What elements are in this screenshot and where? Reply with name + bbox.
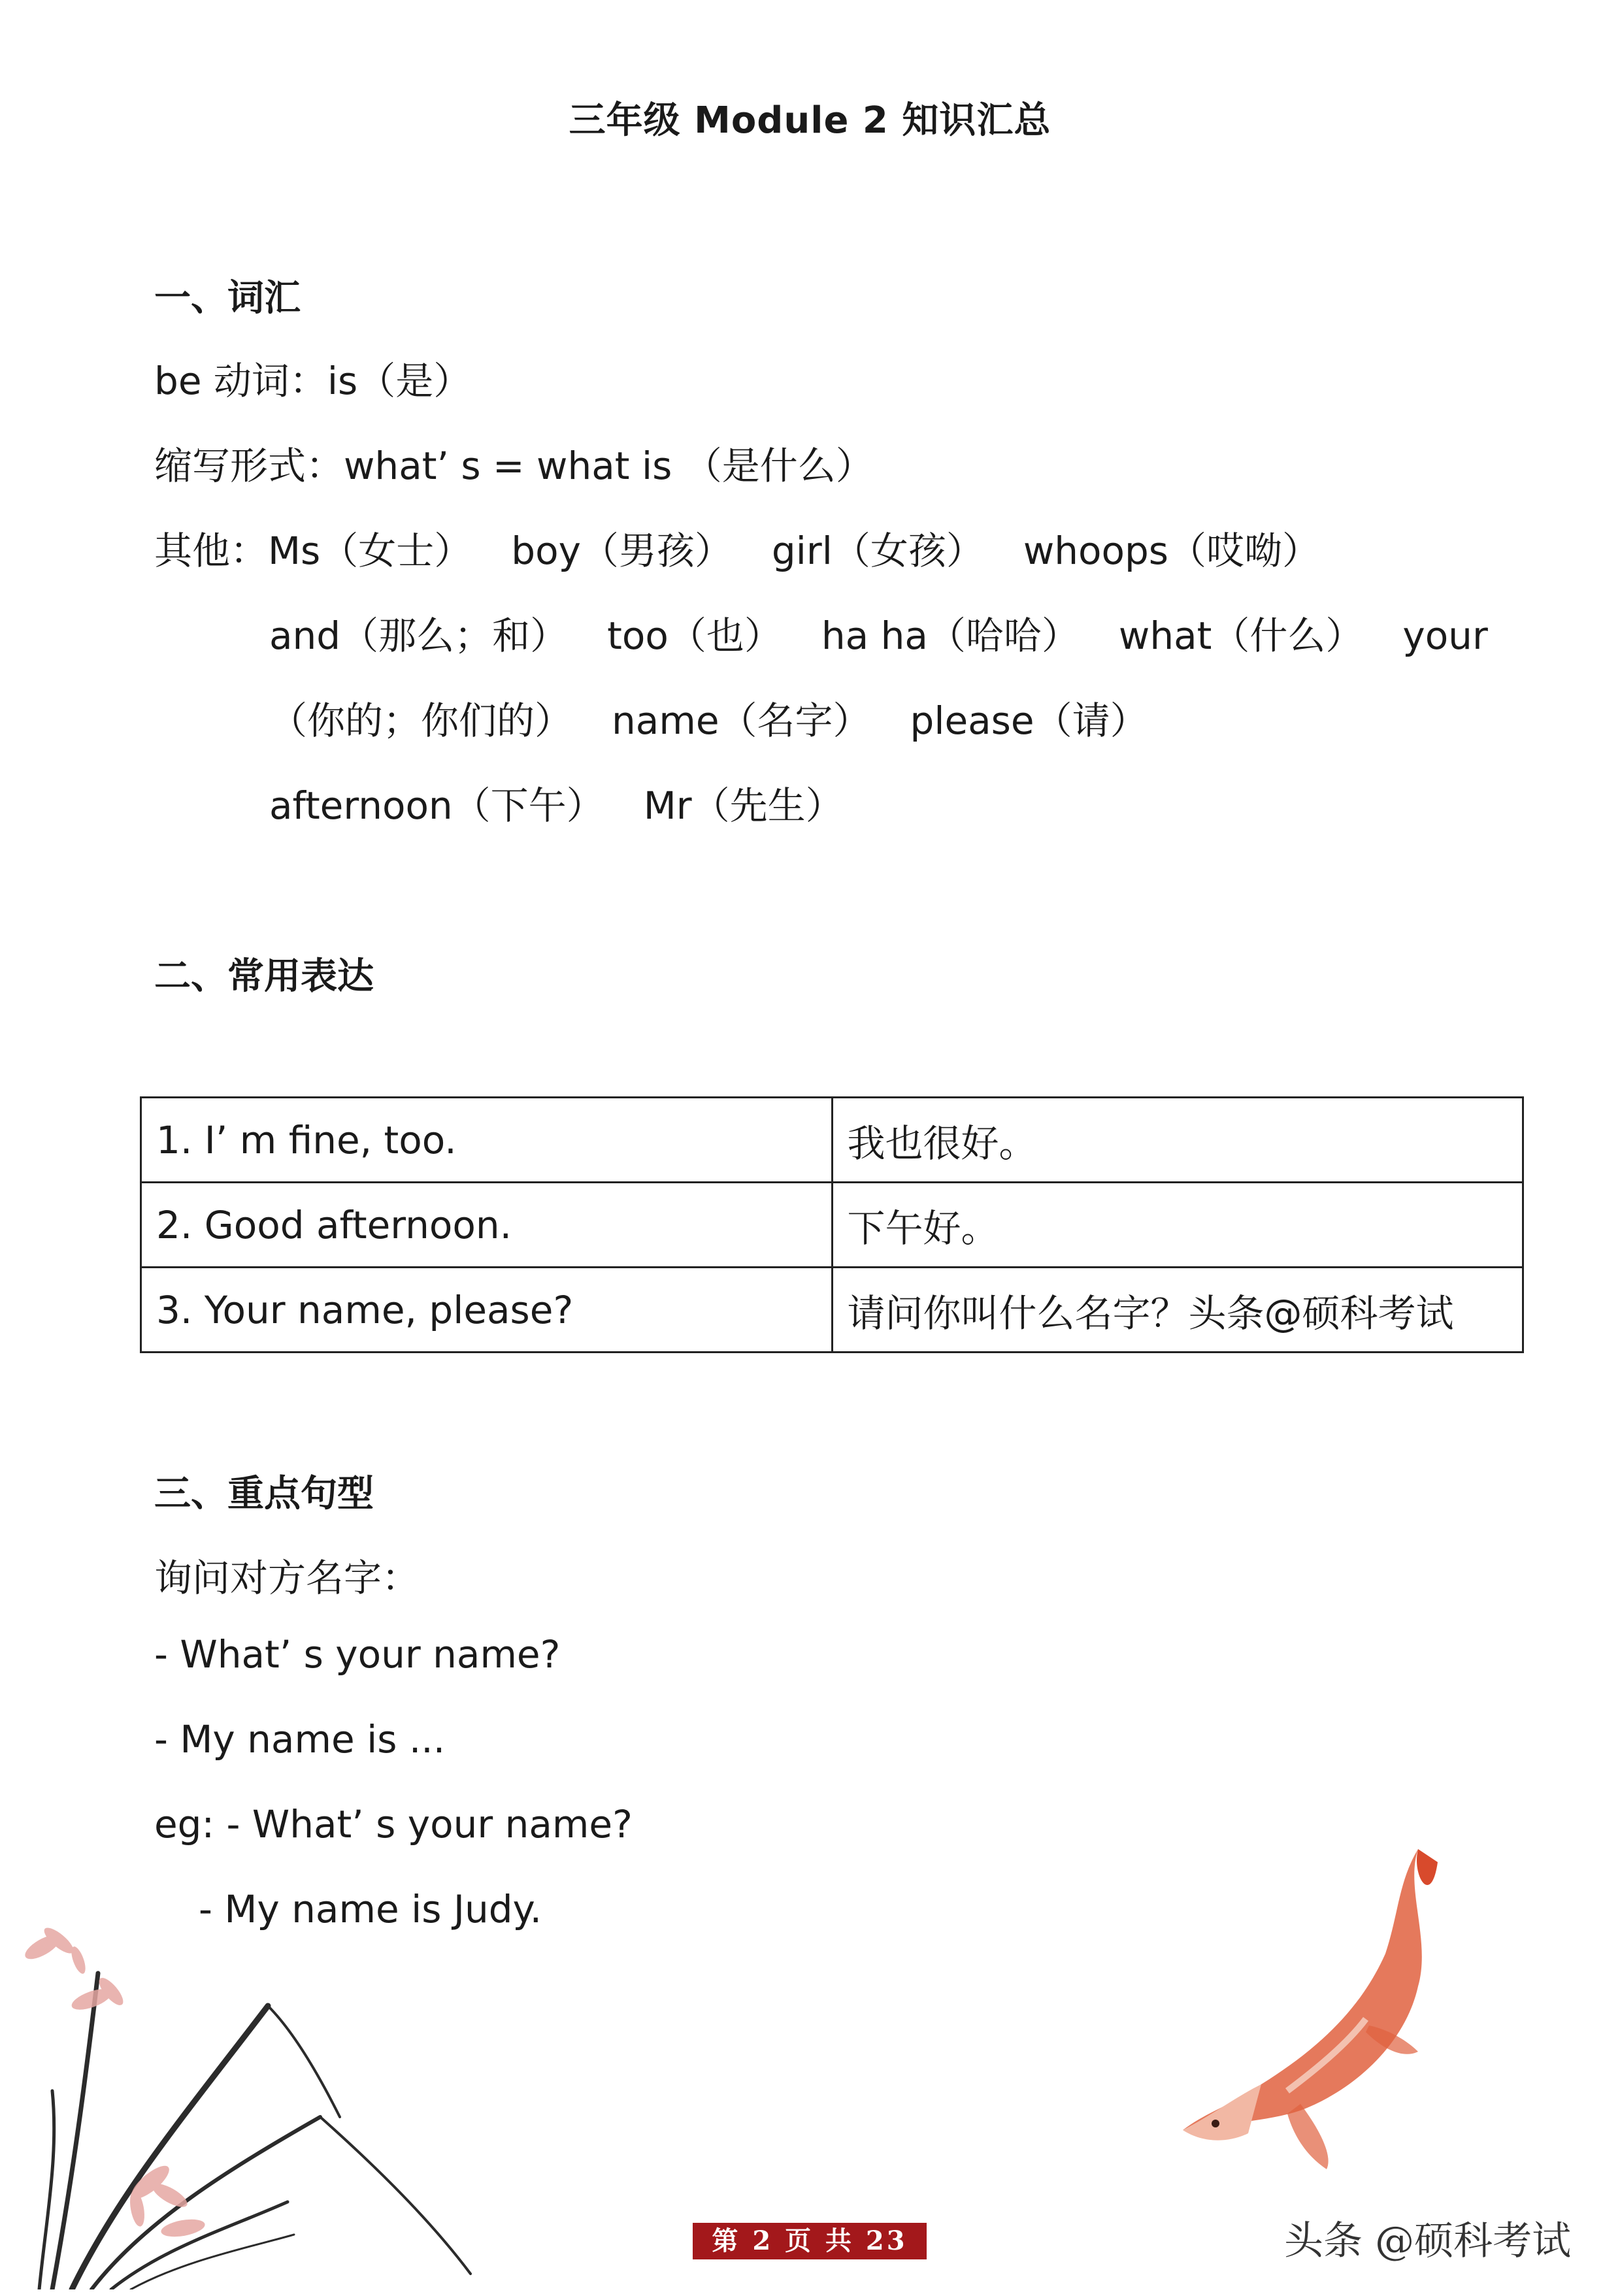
- vocab-others-row3: [269, 690, 1148, 745]
- vocab-word: too（也）: [607, 614, 782, 658]
- vocab-others-row4: [269, 775, 844, 830]
- pattern-intro: 询问对方名字：: [154, 1556, 420, 1600]
- expression-en: 3. Your name, please?: [141, 1268, 833, 1353]
- vocab-word: what（什么）: [1118, 614, 1364, 658]
- vocab-word: afternoon（下午）: [269, 783, 604, 828]
- vocab-others-prefix: 其他：: [154, 529, 269, 573]
- expression-en: 1. I’ m fine, too.: [141, 1098, 833, 1183]
- vocab-word: your: [1402, 614, 1488, 658]
- vocab-word: please（请）: [910, 698, 1148, 743]
- table-row: [141, 1268, 1523, 1353]
- expression-zh: 下午好。: [832, 1183, 1523, 1268]
- expression-zh: 我也很好。: [832, 1098, 1523, 1183]
- vocab-word: name（名字）: [612, 698, 871, 743]
- expression-en: 2. Good afternoon.: [141, 1183, 833, 1268]
- vocab-word: Mr（先生）: [643, 783, 844, 828]
- expressions-table: [140, 1096, 1524, 1353]
- example-answer: - My name is Judy.: [199, 1887, 542, 1931]
- expression-zh: 请问你叫什么名字？头条@硕科考试: [832, 1268, 1523, 1353]
- page-number-badge: 第 2 页 共 23 页: [693, 2223, 927, 2259]
- orchid-decoration-icon: [13, 1921, 484, 2289]
- pattern-answer: - My name is ...: [154, 1717, 446, 1762]
- vocab-word: ha ha（哈哈）: [821, 614, 1080, 658]
- vocab-contraction: 缩写形式：what’ s = what is （是什么）: [154, 444, 874, 488]
- section-expressions-heading: 二、常用表达: [154, 955, 374, 998]
- vocab-word: Ms（女士）: [268, 529, 472, 573]
- watermark: 头条 @硕科考试: [1284, 2218, 1572, 2264]
- pattern-question: - What’ s your name?: [154, 1632, 561, 1677]
- vocab-word: and（那么；和）: [269, 614, 569, 658]
- vocab-others-row2: [269, 605, 1488, 660]
- vocab-word: （你的；你们的）: [269, 698, 573, 743]
- section-patterns-heading: 三、重点句型: [154, 1473, 374, 1515]
- vocab-word: boy（男孩）: [511, 529, 733, 573]
- vocab-be-verb: be 动词：is（是）: [154, 359, 472, 403]
- document-title: 三年级 Module 2 知识汇总: [569, 99, 1051, 142]
- vocab-word: whoops（哎呦）: [1023, 529, 1321, 573]
- example-question: eg: - What’ s your name?: [154, 1802, 633, 1846]
- table-row: [141, 1183, 1523, 1268]
- table-row: [141, 1098, 1523, 1183]
- vocab-word: girl（女孩）: [771, 529, 984, 573]
- koi-fish-decoration-icon: [1170, 1836, 1457, 2176]
- section-vocab-heading: 一、词汇: [154, 277, 301, 320]
- vocab-others-row1: [154, 520, 1320, 575]
